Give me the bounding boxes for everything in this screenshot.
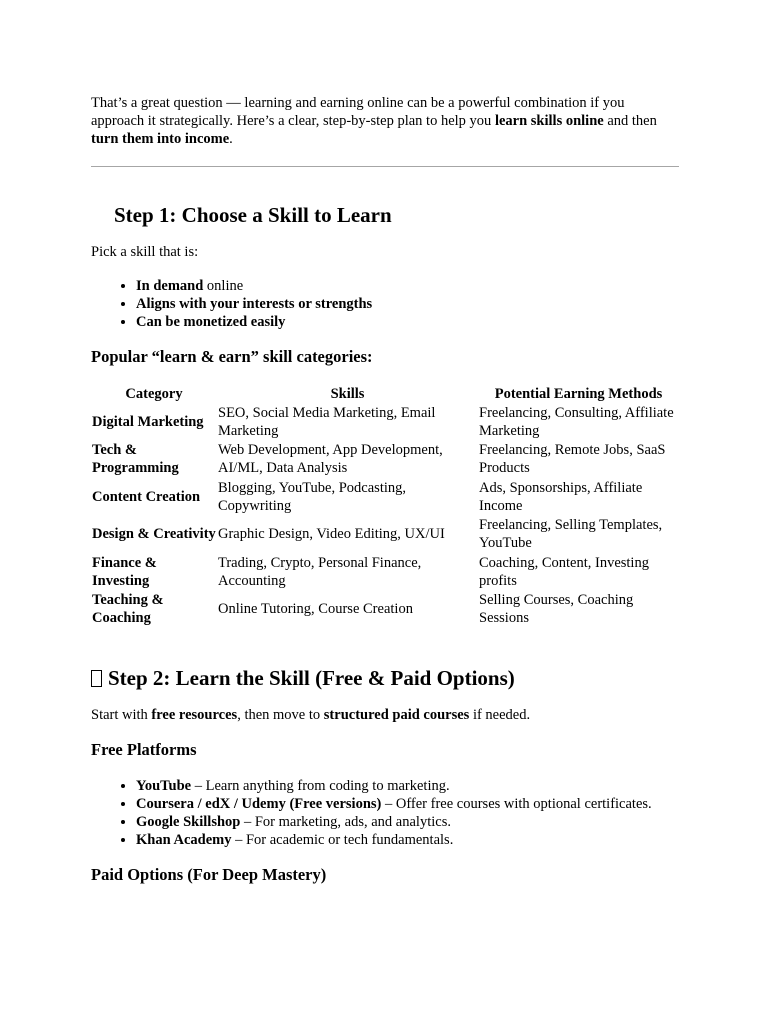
step2-heading-text: Step 2: Learn the Skill (Free & Paid Options) bbox=[108, 666, 515, 690]
platform-desc: – Offer free courses with optional certificates. bbox=[381, 796, 652, 812]
platform-name: Google Skillshop bbox=[136, 814, 241, 830]
start-bold-free: free resources bbox=[151, 707, 238, 723]
cell-skills: Graphic Design, Video Editing, UX/UI bbox=[218, 526, 445, 543]
step2-heading bbox=[91, 665, 679, 691]
cell-earning: Freelancing, Consulting, Affiliate Marketing bbox=[479, 404, 674, 439]
platform-name: YouTube bbox=[136, 778, 192, 794]
table-row bbox=[91, 553, 679, 591]
platform-name: Coursera / edX / Udemy (Free versions) bbox=[136, 796, 382, 812]
intro-bold-learn: learn skills online bbox=[494, 113, 604, 129]
skill-categories-table bbox=[91, 384, 679, 628]
paid-options-heading: Paid Options (For Deep Mastery) bbox=[91, 865, 327, 884]
intro-text: . bbox=[229, 131, 233, 147]
intro-text: That’s a great question — learning and earning online can be a powerful combination if you approach it strategically. Here’s a clear, step-by-step plan to help you bbox=[91, 95, 625, 129]
criteria-bold: Can be monetized easily bbox=[136, 314, 286, 330]
cell-category: Tech & Programming bbox=[92, 442, 179, 477]
start-text: if needed. bbox=[469, 707, 531, 723]
list-item bbox=[136, 813, 679, 831]
section-divider bbox=[91, 166, 679, 167]
criteria-bold: Aligns with your interests or strengths bbox=[136, 296, 373, 312]
cell-category: Finance & Investing bbox=[92, 554, 157, 589]
platform-desc: – Learn anything from coding to marketing. bbox=[191, 778, 450, 794]
cell-skills: Trading, Crypto, Personal Finance, Accounting bbox=[218, 554, 422, 589]
column-header-category: Category bbox=[125, 385, 183, 402]
table-row bbox=[91, 478, 679, 516]
cell-skills: Web Development, App Development, AI/ML, Data Analysis bbox=[218, 442, 443, 477]
list-item bbox=[136, 313, 679, 331]
start-bold-paid: structured paid courses bbox=[323, 707, 470, 723]
table-row bbox=[91, 403, 679, 441]
intro-text: and then bbox=[603, 113, 657, 129]
cell-skills: Blogging, YouTube, Podcasting, Copywriting bbox=[218, 479, 407, 514]
platform-desc: – For marketing, ads, and analytics. bbox=[240, 814, 451, 830]
list-item bbox=[136, 277, 679, 295]
cell-earning: Freelancing, Selling Templates, YouTube bbox=[479, 517, 663, 552]
cell-earning: Freelancing, Remote Jobs, SaaS Products bbox=[479, 442, 666, 477]
platform-name: Khan Academy bbox=[136, 832, 232, 848]
table-header-row bbox=[91, 384, 679, 403]
cell-earning: Coaching, Content, Investing profits bbox=[479, 554, 649, 589]
criteria-text: online bbox=[203, 278, 244, 294]
start-text: Start with bbox=[91, 707, 152, 723]
document-body bbox=[91, 94, 679, 885]
skill-criteria-list bbox=[91, 277, 679, 331]
cell-skills: SEO, Social Media Marketing, Email Marketing bbox=[218, 404, 436, 439]
missing-glyph-icon bbox=[91, 670, 102, 687]
list-item bbox=[136, 795, 679, 813]
column-header-skills: Skills bbox=[330, 385, 365, 402]
cell-category: Teaching & Coaching bbox=[92, 592, 164, 627]
cell-category: Design & Creativity bbox=[92, 526, 216, 543]
start-text: , then move to bbox=[237, 707, 324, 723]
start-with-paragraph bbox=[91, 706, 679, 724]
free-platforms-list bbox=[91, 777, 679, 849]
cell-earning: Selling Courses, Coaching Sessions bbox=[479, 592, 634, 627]
free-platforms-heading: Free Platforms bbox=[91, 740, 197, 759]
cell-category: Content Creation bbox=[92, 488, 201, 505]
list-item bbox=[136, 295, 679, 313]
table-row bbox=[91, 591, 679, 629]
list-item bbox=[136, 831, 679, 849]
popular-categories-heading: Popular “learn & earn” skill categories: bbox=[91, 347, 373, 366]
intro-paragraph bbox=[91, 94, 679, 148]
table-row bbox=[91, 441, 679, 479]
intro-bold-income: turn them into income bbox=[91, 131, 230, 147]
column-header-earning: Potential Earning Methods bbox=[494, 385, 663, 402]
table-row bbox=[91, 516, 679, 554]
list-item bbox=[136, 777, 679, 795]
step1-heading: Step 1: Choose a Skill to Learn bbox=[114, 203, 392, 227]
criteria-bold: In demand bbox=[136, 278, 204, 294]
cell-skills: Online Tutoring, Course Creation bbox=[218, 601, 413, 618]
cell-category: Digital Marketing bbox=[92, 413, 204, 430]
pick-skill-text: Pick a skill that is: bbox=[91, 244, 199, 260]
platform-desc: – For academic or tech fundamentals. bbox=[231, 832, 454, 848]
cell-earning: Ads, Sponsorships, Affiliate Income bbox=[479, 479, 643, 514]
